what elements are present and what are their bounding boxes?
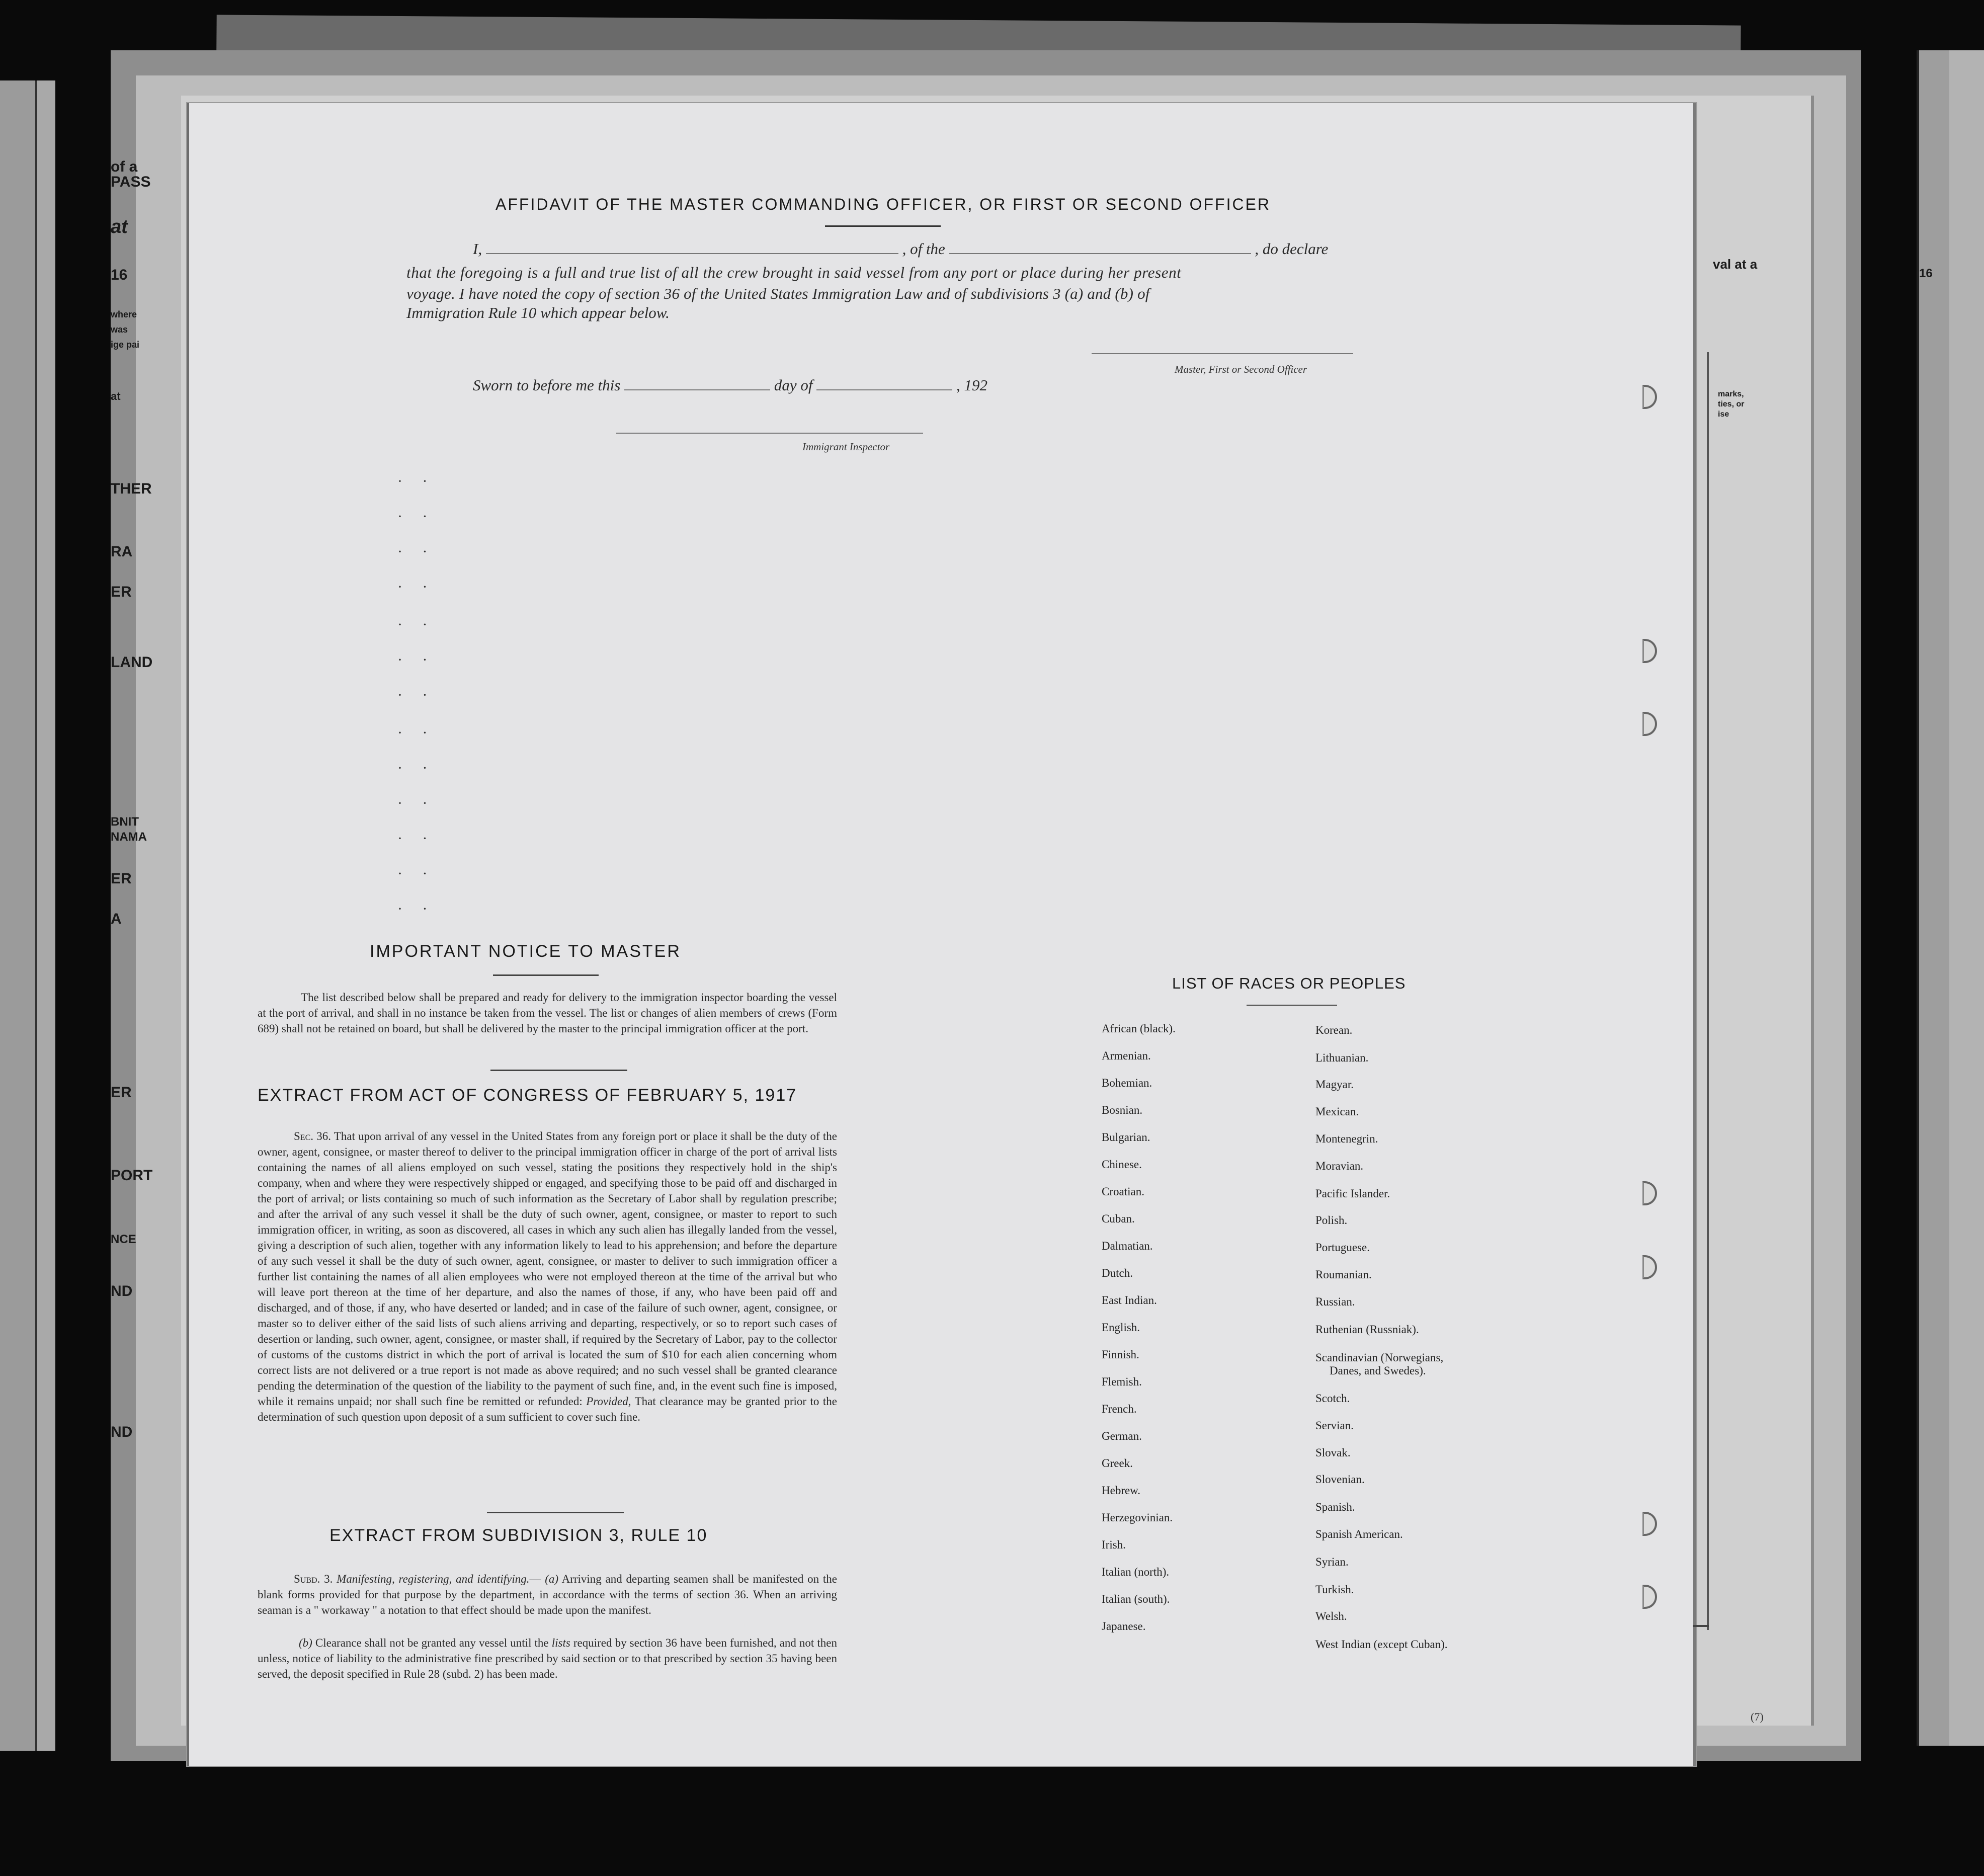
race-item: Welsh. [1315,1610,1347,1622]
race-item: Flemish. [1102,1375,1142,1388]
race-item: African (black). [1102,1022,1176,1035]
race-item: Italian (north). [1102,1566,1170,1578]
sec-36-text: That upon arrival of any vessel in the United States from any foreign port or place it shall be the duty of the owner, agent, consignee, or master thereof to deliver to the principal immigration officer in charge of the port of arrival lists containing the names of all aliens employed on such vessel, stating the positions they respectively hold in the ship's company, when and where they were respectively shipped or engaged, and specifying those to be paid off and discharged in the port of arrival; or lists containing so much of such information as the Secretary of Labor shall by regulation prescribe; and after the arrival of any such vessel it shall be the duty of such owner, agent, consignee, or master to report to such immigration officer, in writing, as soon as discovered, all cases in which any such alien has illegally landed from the vessel, giving a description of such alien, together with any information likely to lead to his apprehension; and before the departure of any such vessel it shall be the duty of such owner, agent, consignee, or master to deliver to such immigration officer a further list containing the names of all alien employees who were not employed thereon at the time of the arrival but who will leave port thereon at the time of her departure, and also the names of those, if any, who have been paid off and discharged, and of those, if any, who have deserted or landed; and in case of the failure of such owner, agent, consignee, or master so to deliver either of the said lists of such aliens arriving and departing, respectively, or so to report such cases of desertion or landing, such owner, agent, consignee, or master shall, if required by the Secretary of Labor, pay to the collector of customs of the customs district in which the port of arrival is located the sum of $10 for each alien concerning whom correct lists are not delivered or a true report is not made as above required; and no such vessel shall be granted clearance pending the determination of the question of the liability to the payment of such fine, and, in the event such fine is imposed, while it remains unpaid; nor shall such fine be remitted or refunded: [258,1130,837,1408]
signature-caption: Master, First or Second Officer [1175,363,1307,375]
fold-line [1707,352,1709,1630]
inspector-blank[interactable] [616,433,923,434]
race-item: Turkish. [1315,1583,1354,1596]
race-item: West Indian (except Cuban). [1315,1638,1448,1651]
race-item: Bulgarian. [1102,1131,1150,1144]
dot-row: · · [397,651,436,668]
stub-label: ND [111,1424,133,1440]
race-item: Spanish. [1315,1501,1355,1513]
notice-title: IMPORTANT NOTICE TO MASTER [370,942,681,961]
a-label: (a) [545,1573,559,1585]
notice-underline [493,974,599,976]
stub-label: ER [111,584,132,600]
dot-row: · · [397,760,436,776]
sworn-text: Sworn to before me this [473,376,621,394]
affidavit-line-4: Immigration Rule 10 which appear below. [406,304,670,321]
race-item: Magyar. [1315,1078,1354,1091]
provided-label: Provided, [586,1395,631,1408]
affidavit-of-the: , of the [902,240,945,258]
notice-body: The list described below shall be prepared and ready for delivery to the immigration inspector boarding the vessel at the port of arrival, and shall in no instance be taken from the vessel. The list or changes of alien members of crews (Form 689) shall not be retained on board, but shall be delivered by the master to the principal immigration officer at the port. [258,991,837,1035]
stub-label: LAND [111,654,153,671]
race-item: Pacific Islander. [1315,1187,1390,1200]
race-item: French. [1102,1403,1137,1415]
affidavit-declare: , do declare [1255,240,1329,258]
stub-label: 16 [111,267,128,283]
right-film-strip [1949,50,1984,1746]
race-item: German. [1102,1430,1142,1442]
race-item: Scotch. [1315,1392,1350,1405]
race-item: Dalmatian. [1102,1240,1153,1252]
race-item: Chinese. [1102,1158,1142,1171]
affidavit-i: I, [473,240,482,258]
act-extract-title: EXTRACT FROM ACT OF CONGRESS OF FEBRUARY 5, 1917 [258,1086,797,1105]
stub-label: THER [111,480,152,497]
race-item: Croatian. [1102,1185,1144,1198]
race-item: Finnish. [1102,1348,1139,1361]
sworn-day-blank[interactable] [624,389,770,390]
stub-label: where [111,309,137,319]
stub-label: ND [111,1283,133,1299]
left-film-strip [0,80,37,1751]
sec-36-label: Sec. 36. [294,1130,331,1143]
sworn-day-of: day of [774,376,813,394]
stub-label: NCE [111,1233,136,1246]
race-item: Polish. [1315,1214,1348,1227]
stub-label: ige pai [111,340,140,350]
stub-label: PORT [111,1167,153,1184]
race-item: English. [1102,1321,1140,1334]
stub-label: was [111,324,128,335]
sworn-year: , 192 [956,376,987,394]
stub-label: ER [111,1084,132,1101]
stub-label: NAMA [111,830,147,844]
race-item: Servian. [1315,1419,1354,1432]
race-item: Ruthenian (Russniak). [1315,1323,1419,1336]
form-page [187,103,1696,1766]
dot-row: · · [397,508,436,525]
dot-row: · · [397,795,436,811]
right-stub-label: val at a [1713,257,1758,272]
stub-label: ER [111,870,132,887]
right-stub-label: ties, or [1718,400,1745,409]
inspector-caption: Immigrant Inspector [802,441,890,453]
dot-row: · · [397,543,436,560]
fold-line-end [1693,1625,1709,1627]
races-title: LIST OF RACES OR PEOPLES [1172,974,1406,992]
races-underline [1247,1005,1337,1006]
b-text-1: Clearance shall not be granted any vessel until the [315,1637,549,1649]
stub-label: of a [111,158,138,175]
sworn-month-blank[interactable] [816,389,952,390]
stub-label: at [111,390,121,402]
affidavit-line-2: that the foregoing is a full and true list of all the crew brought in said vessel from any port or place during her present [406,264,1182,281]
dot-row: · · [397,830,436,847]
race-item: Herzegovinian. [1102,1511,1173,1524]
subd-b-para [258,1635,837,1682]
race-item: Cuban. [1102,1212,1135,1225]
race-item: Irish. [1102,1538,1126,1551]
dot-row: · · [397,901,436,917]
race-item: Slovenian. [1315,1473,1365,1486]
race-item: Dutch. [1102,1267,1133,1279]
race-item: Syrian. [1315,1556,1349,1568]
right-stub-label: 16 [1919,267,1933,280]
race-item: Slovak. [1315,1446,1351,1459]
dot-row: · · [397,724,436,741]
affidavit-title: AFFIDAVIT OF THE MASTER COMMANDING OFFICER, OR FIRST OR SECOND OFFICER [495,195,1271,213]
subd-a-para: Subd. 3. Manifesting, registering, and identifying.— (a) Arriving and departing seamen shall be manifested on the blank forms provided for that purpose by the department, in accordance with the terms of section 36. When an arriving seaman is a " workaway " a notation to that effect should be made upon the manifest. [258,1573,838,1616]
dot-row: · · [397,473,436,490]
subd-label: Subd. 3. [294,1573,333,1585]
stub-label: PASS [111,174,151,190]
right-stub-label: marks, [1718,390,1744,398]
affidavit-line-3: voyage. I have noted the copy of section 36 of the United States Immigration Law and of subdivisions 3 (a) and (b) of [406,285,1150,302]
section-divider [490,1070,627,1071]
stub-label: BNIT [111,815,139,829]
race-item: Spanish American. [1315,1528,1403,1540]
race-item: Danes, and Swedes). [1330,1364,1426,1377]
race-item: Armenian. [1102,1049,1151,1062]
a-text: Arriving and departing seamen shall be manifested on the blank forms provided for that purpose by the department, in accordance with the terms of section 36. When an arriving seaman is a " workaway " a notation to that effect should be made upon the manifest. [258,1573,838,1616]
sworn-line [473,376,987,394]
dot-row: · · [397,687,436,703]
title-underline [825,225,941,227]
race-item: Lithuanian. [1315,1051,1369,1064]
race-item: Italian (south). [1102,1593,1170,1605]
section-divider [487,1512,624,1513]
race-item: Scandinavian (Norwegians, [1315,1351,1444,1364]
race-item: Montenegrin. [1315,1132,1378,1145]
race-item: Bohemian. [1102,1077,1152,1089]
stub-label: A [111,911,122,927]
race-item: Korean. [1315,1024,1353,1036]
subd-heading: Manifesting, registering, and identifying. [337,1573,530,1585]
dot-row: · · [397,579,436,595]
dot-row: · · [397,865,436,882]
race-item: Mexican. [1315,1105,1359,1118]
stub-label: RA [111,543,133,560]
signature-blank[interactable] [1092,353,1353,354]
rule-extract-title: EXTRACT FROM SUBDIVISION 3, RULE 10 [329,1526,708,1545]
race-item: Greek. [1102,1457,1133,1470]
affidavit-line-1 [473,240,1328,258]
right-stub-label: ise [1718,410,1729,419]
race-item: Bosnian. [1102,1104,1143,1116]
race-item: Portuguese. [1315,1241,1370,1254]
act-extract-body [258,1128,837,1425]
b-label: (b) [299,1637,312,1649]
left-stub [111,111,171,1695]
vessel-blank[interactable] [949,253,1251,254]
stub-label: at [111,216,128,237]
race-item: Roumanian. [1315,1268,1372,1281]
name-blank[interactable] [486,253,898,254]
race-item: Japanese. [1102,1620,1146,1633]
b-lists: lists [551,1637,570,1649]
race-item: Moravian. [1315,1160,1364,1172]
b-text-2: required by section 36 have been furnished, and not then unless, notice of liability to the administrative fine prescribed by said section or to that prescribed by section 35 having been served, the deposit specified in Rule 28 (subd. 2) has been made. [258,1637,838,1680]
provided-text: That clearance may be granted prior to the determination of such question upon deposit of a sum sufficient to cover such fine. [258,1395,838,1423]
race-item: East Indian. [1102,1294,1157,1307]
form-number: (7) [1751,1710,1764,1723]
race-item: Hebrew. [1102,1484,1141,1497]
race-item: Russian. [1315,1295,1355,1308]
dot-row: · · [397,616,436,633]
